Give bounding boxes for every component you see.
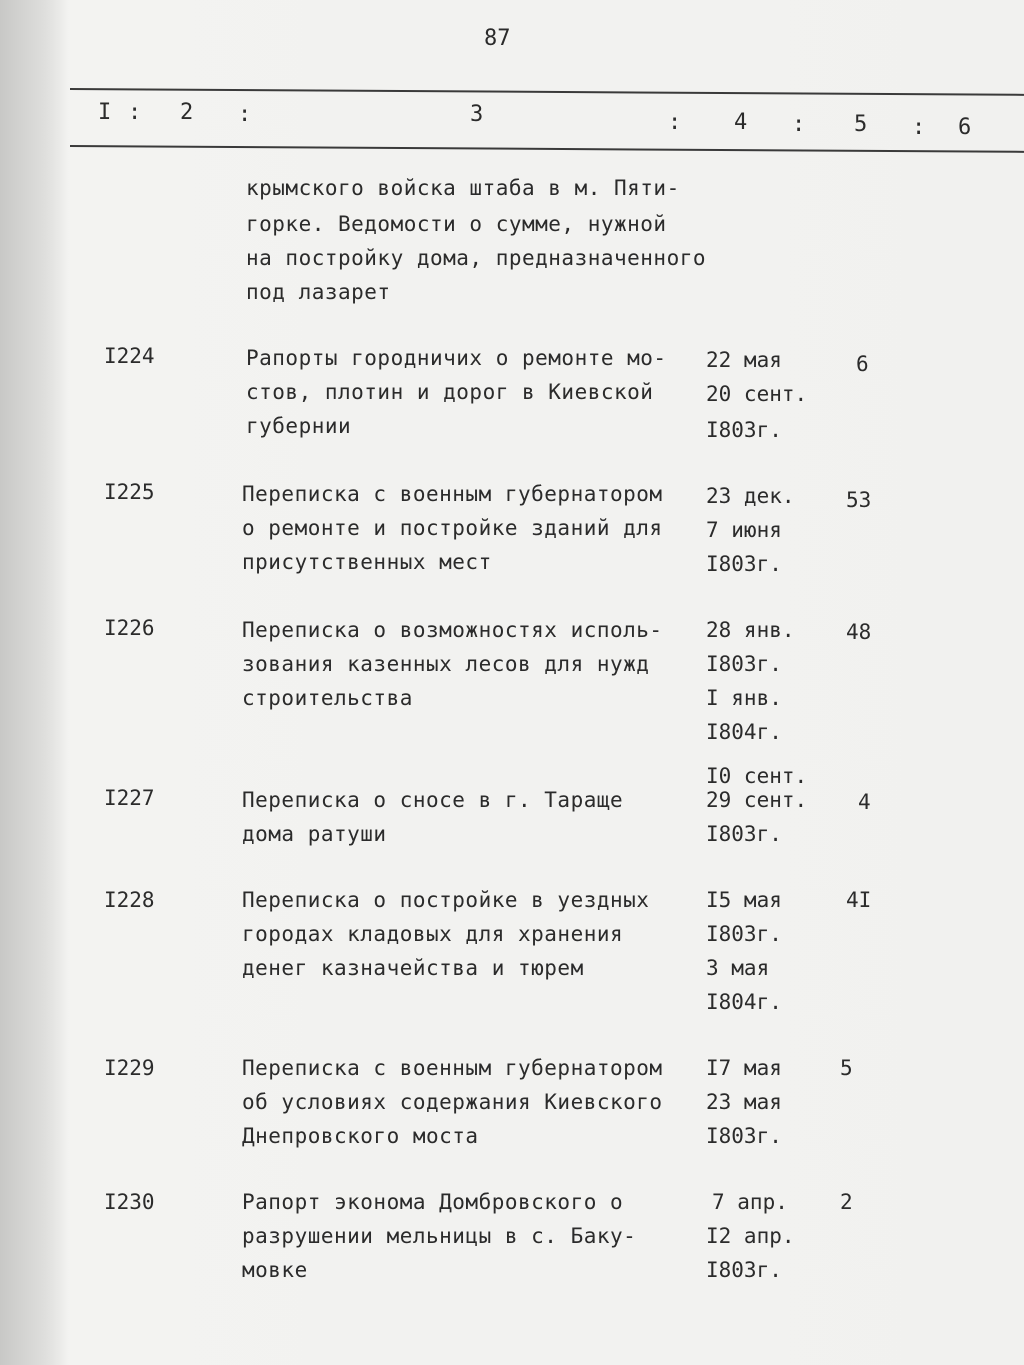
entry-title-line: мовке bbox=[242, 1258, 308, 1282]
entry-date: 29 сент. bbox=[706, 788, 808, 812]
entry-date: 7 апр. bbox=[712, 1190, 788, 1214]
entry-number: I226 bbox=[104, 616, 155, 640]
column-separator: : bbox=[238, 102, 252, 127]
entry-date: 22 мая bbox=[706, 348, 782, 372]
text-line: крымского войска штаба в м. Пяти- bbox=[246, 176, 680, 200]
header-bottom-rule bbox=[70, 145, 1024, 153]
entry-sheet-count: 4 bbox=[858, 790, 871, 814]
entry-date: I5 мая bbox=[706, 888, 782, 912]
column-header-5: 5 bbox=[854, 112, 868, 137]
column-separator: : bbox=[128, 100, 142, 125]
column-separator: : bbox=[668, 110, 682, 135]
entry-title-line: об условиях содержания Киевского bbox=[242, 1090, 663, 1114]
entry-date: I2 апр. bbox=[706, 1224, 795, 1248]
entry-date: I7 мая bbox=[706, 1056, 782, 1080]
entry-title-line: о ремонте и постройке зданий для bbox=[242, 516, 663, 540]
entry-title-line: дома ратуши bbox=[242, 822, 387, 846]
entry-date: I803г. bbox=[706, 1258, 782, 1282]
entry-date: I янв. bbox=[706, 686, 782, 710]
column-header-6: 6 bbox=[958, 115, 972, 140]
entry-title-line: Переписка о возможностях исполь- bbox=[242, 618, 663, 642]
entry-sheet-count: 5 bbox=[840, 1056, 853, 1080]
entry-number: I229 bbox=[104, 1056, 155, 1080]
entry-date: 28 янв. bbox=[706, 618, 795, 642]
entry-date: I803г. bbox=[706, 418, 782, 442]
entry-date: 23 дек. bbox=[706, 484, 795, 508]
column-header-2: 2 bbox=[180, 100, 194, 125]
entry-title-line: Переписка с военным губернатором bbox=[242, 1056, 663, 1080]
entry-number: I225 bbox=[104, 480, 155, 504]
entry-date: 7 июня bbox=[706, 518, 782, 542]
column-header-1: I bbox=[98, 100, 112, 125]
entry-sheet-count: 6 bbox=[856, 352, 869, 376]
entry-title-line: зования казенных лесов для нужд bbox=[242, 652, 650, 676]
entry-date: I804г. bbox=[706, 720, 782, 744]
text-line: на постройку дома, предназначенного bbox=[246, 246, 707, 270]
entry-date: I803г. bbox=[706, 1124, 782, 1148]
entry-date: 3 мая bbox=[706, 956, 770, 980]
entry-title-line: Днепровского моста bbox=[242, 1124, 479, 1148]
entry-title-line: Переписка о сносе в г. Тараще bbox=[242, 788, 624, 812]
entry-sheet-count: 53 bbox=[846, 488, 872, 512]
book-spine-shadow bbox=[0, 0, 68, 1365]
entry-title-line: губернии bbox=[246, 414, 352, 438]
entry-title-line: разрушении мельницы в с. Баку- bbox=[242, 1224, 637, 1248]
entry-title-line: строительства bbox=[242, 686, 413, 710]
column-separator: : bbox=[912, 115, 926, 140]
entry-date: I0 сент. bbox=[706, 764, 808, 788]
entry-date: I803г. bbox=[706, 822, 782, 846]
page-number: 87 bbox=[484, 26, 511, 51]
entry-number: I224 bbox=[104, 344, 155, 368]
entry-title-line: Рапорт эконома Домбровского о bbox=[242, 1190, 624, 1214]
entry-title-line: Переписка с военным губернатором bbox=[242, 482, 663, 506]
entry-sheet-count: 4I bbox=[846, 888, 872, 912]
entry-date: I803г. bbox=[706, 922, 782, 946]
entry-title-line: городах кладовых для хранения bbox=[242, 922, 624, 946]
entry-number: I227 bbox=[104, 786, 155, 810]
entry-date: 23 мая bbox=[706, 1090, 782, 1114]
text-line: горке. Ведомости о сумме, нужной bbox=[246, 212, 667, 236]
entry-title-line: стов, плотин и дорог в Киевской bbox=[246, 380, 654, 404]
entry-sheet-count: 48 bbox=[846, 620, 872, 644]
entry-date: I804г. bbox=[706, 990, 782, 1014]
entry-date: I803г. bbox=[706, 552, 782, 576]
entry-number: I228 bbox=[104, 888, 155, 912]
entry-sheet-count: 2 bbox=[840, 1190, 853, 1214]
entry-title-line: присутственных мест bbox=[242, 550, 492, 574]
column-header-3: 3 bbox=[470, 102, 484, 127]
entry-title-line: Рапорты городничих о ремонте мо- bbox=[246, 346, 667, 370]
entry-title-line: Переписка о постройке в уездных bbox=[242, 888, 650, 912]
text-line: под лазарет bbox=[246, 280, 391, 304]
column-separator: : bbox=[792, 112, 806, 137]
entry-date: I803г. bbox=[706, 652, 782, 676]
column-header-4: 4 bbox=[734, 110, 748, 135]
entry-title-line: денег казначейства и тюрем bbox=[242, 956, 584, 980]
entry-date: 20 сент. bbox=[706, 382, 808, 406]
header-top-rule bbox=[70, 88, 1024, 96]
entry-number: I230 bbox=[104, 1190, 155, 1214]
